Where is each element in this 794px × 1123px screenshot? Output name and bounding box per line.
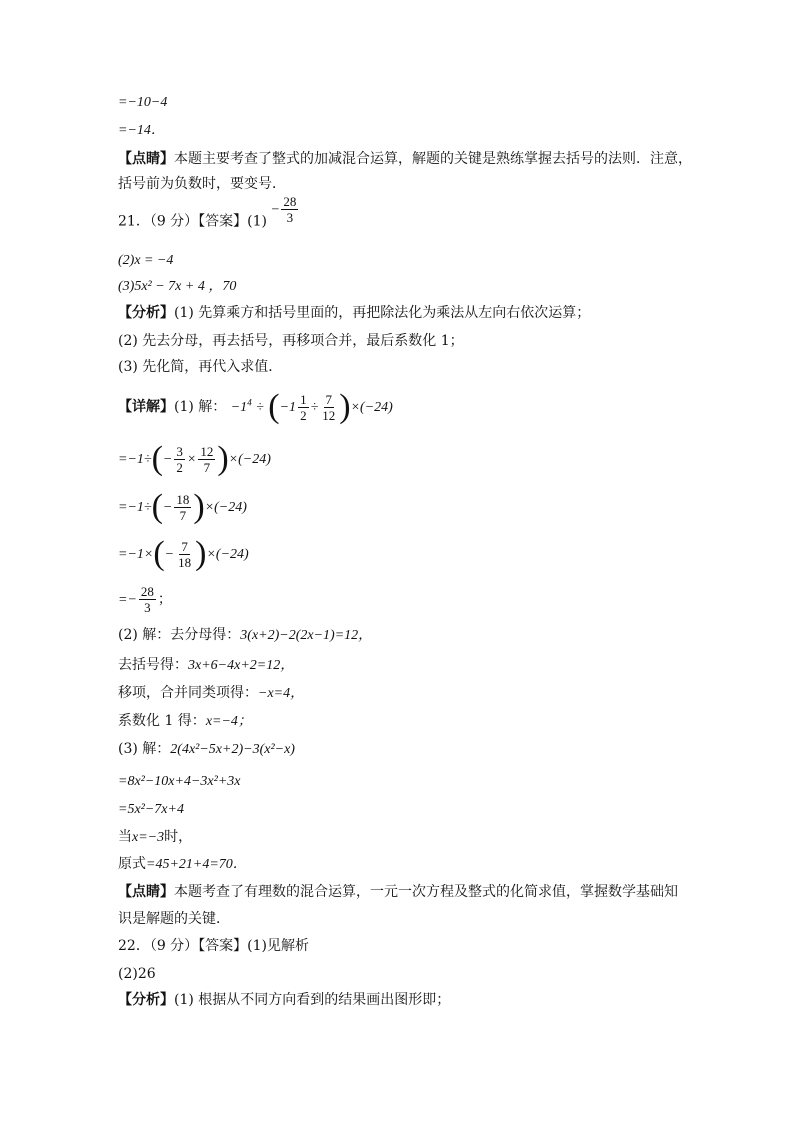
part3-line-4 [118, 828, 192, 847]
detail-line-2 [118, 442, 271, 476]
step-label: 当 [118, 829, 132, 845]
math-expression: 2(4x²−5x+2)−3(x²−x) [170, 742, 295, 757]
paren-close: ) [217, 440, 229, 477]
minus-sign: − [271, 202, 280, 218]
remark-text-cont: 括号前为负数时，要变号． [118, 176, 286, 192]
part2-line-2 [118, 656, 294, 675]
operator: × [186, 452, 197, 467]
math-expression: 3x+6−4x+2=12， [188, 658, 295, 673]
part2-line-1 [118, 626, 372, 645]
fraction: $\frac{7}{12}$ [322, 391, 336, 423]
equation-line: =−10−4 [118, 95, 168, 110]
math-term: −1 [230, 400, 248, 415]
operator: ÷ [310, 400, 319, 415]
analysis-line-2: (2) 先去分母，再去括号，再移项合并，最后系数化 1； [118, 333, 464, 349]
paren-open: ( [151, 440, 163, 477]
detail-tag: 【详解】 [118, 399, 174, 415]
part2-line-3 [118, 684, 304, 703]
analysis-tag: 【分析】 [118, 992, 174, 1008]
analysis-text: (1) 先算乘方和括号里面的，再把除法化为乘法从左向右依次运算； [174, 305, 591, 321]
math-term: −1 [279, 400, 297, 415]
remark-text-cont: 识是解题的关键． [118, 911, 230, 927]
remark-tag: 【点睛】 [118, 884, 174, 900]
answer-22-2: (2)26 [118, 966, 156, 982]
paren-close: ) [193, 488, 205, 525]
step-label: 去括号得： [118, 657, 188, 673]
step-label: 时， [164, 829, 193, 845]
analysis-line [118, 304, 590, 322]
part3-line-5 [118, 855, 247, 874]
detail-line-4 [118, 537, 249, 571]
part2-line-4 [118, 712, 252, 731]
operator: ÷ [256, 400, 264, 415]
remark-text: 本题主要考查了整式的加减混合运算，解题的关键是熟练掌握去括号的法则．注意， [174, 151, 692, 167]
math-term: =−1÷ [118, 500, 152, 515]
detail-line-5 [118, 584, 172, 615]
remark-text: 本题考查了有理数的混合运算，一元一次方程及整式的化简求值，掌握数学基础知 [174, 884, 678, 900]
detail-line-3 [118, 490, 247, 524]
minus-sign: − [164, 547, 175, 562]
fraction: $\frac{28}{3}$ [140, 584, 154, 615]
step-label: (3) 解： [118, 741, 171, 757]
analysis-text: (1) 根据从不同方向看到的结果画出图形即； [174, 992, 451, 1008]
analysis-tag: 【分析】 [118, 305, 174, 321]
part3-line-1 [118, 740, 295, 759]
paren-close: ) [195, 535, 207, 572]
math-term: =−1× [118, 547, 154, 562]
answer-3: (3)5x² − 7x + 4 ，70 [118, 279, 237, 294]
paren-open: ( [268, 388, 280, 425]
math-expression: x=−4； [205, 714, 252, 729]
remark-paragraph [118, 150, 692, 168]
paren-open: ( [153, 535, 165, 572]
step-label: 系数化 1 得： [118, 713, 206, 729]
analysis-22 [118, 991, 450, 1009]
fraction: $\frac{18}{7}$ [176, 491, 190, 523]
math-expression: 3(x+2)−2(2x−1)=12， [240, 628, 373, 643]
math-term: ×(−24) [228, 452, 271, 467]
math-expression: −x=4， [258, 686, 305, 701]
fraction: $\frac{12}{7}$ [200, 443, 214, 475]
math-term: =− [118, 592, 137, 608]
question-22-header: 22．（9 分）【答案】(1)见解析 [118, 938, 310, 954]
math-expression: x=−3 [132, 830, 165, 845]
step-label: 原式 [118, 856, 146, 872]
part3-line-3: =5x²−7x+4 [118, 802, 184, 817]
detail-label: (1) 解： [174, 399, 227, 415]
fraction: $\frac{7}{18}$ [178, 538, 192, 570]
punctuation: ； [157, 591, 172, 608]
exponent: 4 [247, 397, 252, 408]
remark-paragraph-2 [118, 883, 678, 901]
math-term: ×(−24) [206, 547, 249, 562]
answer-2: (2)x = −4 [118, 253, 174, 268]
math-expression: =45+21+4=70． [146, 857, 247, 872]
analysis-line-3: (3) 先化简，再代入求值． [118, 359, 283, 375]
part3-line-2: =8x²−10x+4−3x²+3x [118, 774, 241, 789]
fraction: $\frac{3}{2}$ [176, 443, 183, 475]
step-label: 移项，合并同类项得： [118, 685, 258, 701]
equation-line: =−14． [118, 123, 165, 138]
paren-close: ) [339, 388, 351, 425]
minus-sign: − [162, 452, 173, 467]
fraction: $\frac{1}{2}$ [300, 391, 307, 423]
step-label: (2) 解：去分母得： [118, 627, 241, 643]
question-21-header: 21．（9 分）【答案】(1) [118, 213, 268, 230]
minus-sign: − [162, 500, 173, 515]
question-21-answer [118, 194, 300, 237]
detail-line-1 [118, 390, 393, 424]
paren-open: ( [151, 488, 163, 525]
math-term: ×(−24) [350, 400, 393, 415]
remark-tag: 【点睛】 [118, 151, 174, 167]
math-term: =−1÷ [118, 452, 152, 467]
fraction: $\frac{28}{3}$ [283, 194, 297, 225]
math-term: ×(−24) [204, 500, 247, 515]
